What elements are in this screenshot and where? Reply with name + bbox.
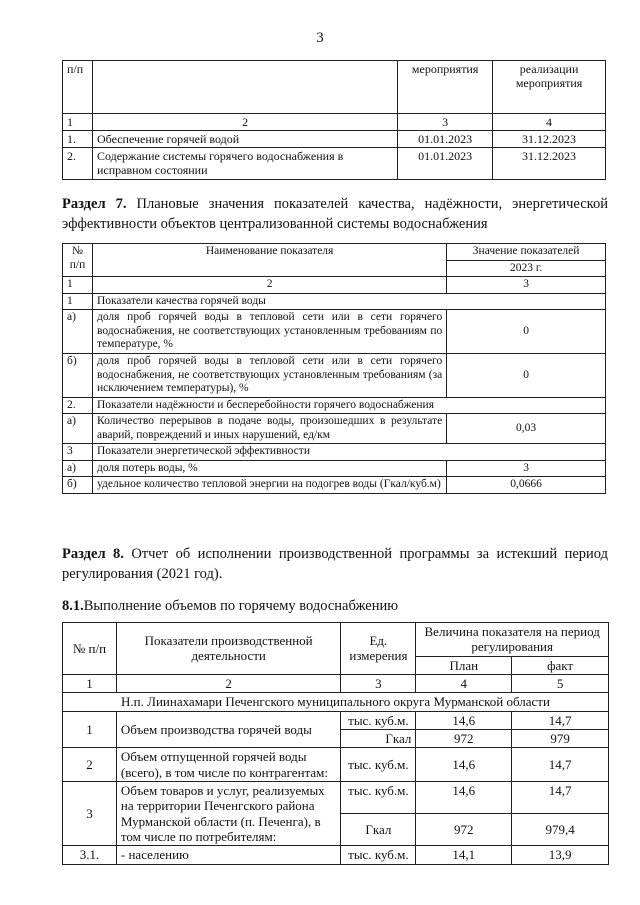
indicator-name: доля проб горячей воды в тепловой сети или в сети горячего водоснабжения, не соответствующих установленным требованиям по температуре, %: [92, 310, 446, 354]
plan-value: 14,6: [416, 711, 512, 729]
row-number: 1: [63, 711, 117, 748]
indicator-value: 3: [447, 460, 606, 477]
plan-value: 14,6: [416, 748, 512, 782]
indicator-name: доля проб горячей воды в тепловой сети или в сети горячего водоснабжения, не соответствующих установленным требованиям (за исключением температуры), %: [92, 353, 446, 397]
num-cell: 3: [398, 114, 493, 131]
num-cell: 3: [341, 674, 416, 692]
header-year: 2023 г.: [447, 260, 606, 277]
row-number: 3: [63, 444, 93, 461]
row-number: 3.1.: [63, 846, 117, 864]
table-row: [63, 131, 606, 148]
row-number: 2.: [63, 397, 93, 414]
plan-value: 972: [416, 729, 512, 747]
row-number: 3: [63, 781, 117, 845]
fact-value: 13,9: [512, 846, 609, 864]
indicator-value: 0,03: [447, 414, 606, 444]
header-cell: № п/п: [63, 623, 117, 675]
header-cell: № п/п: [63, 244, 93, 277]
indicator-name: доля потерь воды, %: [92, 460, 446, 477]
row-number: б): [63, 477, 93, 494]
header-cell: реализации мероприятия: [493, 61, 606, 114]
num-cell: 2: [92, 277, 446, 294]
header-fact: факт: [512, 656, 609, 674]
header-cell: Ед. измерения: [341, 623, 416, 675]
row-number: 2.: [63, 148, 93, 179]
table-header-row: [63, 61, 606, 114]
numbering-row: [63, 277, 606, 294]
indicator-name: - населению: [116, 846, 341, 864]
header-cell: Показатели производственной деятельности: [116, 623, 341, 675]
table-row: [63, 781, 609, 813]
fact-value: 14,7: [512, 748, 609, 782]
section-text: Плановые значения показателей качества, надёжности, энергетической эффективности объектов централизованной системы водоснабжения: [62, 196, 608, 232]
table-row: [63, 748, 609, 782]
group-row: [63, 397, 606, 414]
num-cell: 4: [416, 674, 512, 692]
fact-value: 979: [512, 729, 609, 747]
indicator-name: Объем товаров и услуг, реализуемых на территории Печенгского района Мурманской области (п. Печенга), в том числе по потребителям:: [116, 781, 341, 845]
location-row: [63, 693, 609, 711]
section-8-heading: [62, 544, 608, 584]
event-name: Обеспечение горячей водой: [92, 131, 397, 148]
row-number: б): [63, 353, 93, 397]
num-cell: 2: [116, 674, 341, 692]
row-number: а): [63, 310, 93, 354]
row-number: а): [63, 414, 93, 444]
group-name: Показатели энергетической эффективности: [92, 444, 605, 461]
indicators-table: [62, 243, 606, 494]
num-cell: 1: [63, 674, 117, 692]
header-cell: Величина показателя на период регулирования: [416, 623, 609, 657]
table-row: [63, 148, 606, 179]
num-cell: 5: [512, 674, 609, 692]
num-cell: 2: [92, 114, 397, 131]
subsection-8-1-heading: [62, 596, 398, 616]
section-text: Отчет об исполнении производственной программы за истекший период регулирования (2021 год).: [62, 546, 609, 582]
row-number: 1: [63, 293, 93, 310]
num-cell: 3: [447, 277, 606, 294]
numbering-row: [63, 114, 606, 131]
indicator-name: Объем производства горячей воды: [116, 711, 341, 748]
row-number: 1.: [63, 131, 93, 148]
table-row: [63, 846, 609, 864]
unit: тыс. куб.м.: [341, 781, 416, 813]
event-name: Содержание системы горячего водоснабжения в исправном состоянии: [92, 148, 397, 179]
table-row: [63, 460, 606, 477]
indicator-value: 0: [447, 310, 606, 354]
num-cell: 4: [493, 114, 606, 131]
num-cell: 1: [63, 277, 93, 294]
section-label: Раздел 7.: [62, 196, 127, 212]
section-label: Раздел 8.: [62, 546, 124, 562]
location-name: Н.п. Лиинахамари Печенгского муниципального округа Мурманской области: [63, 693, 609, 711]
fact-value: 14,7: [512, 781, 609, 813]
header-cell: [92, 61, 397, 114]
section-7-heading: [62, 194, 608, 234]
table-header-row: [63, 244, 606, 261]
start-date: 01.01.2023: [398, 148, 493, 179]
end-date: 31.12.2023: [493, 148, 606, 179]
end-date: 31.12.2023: [493, 131, 606, 148]
indicator-name: удельное количество тепловой энергии на подогрев воды (Гкал/куб.м): [92, 477, 446, 494]
row-number: 2: [63, 748, 117, 782]
start-date: 01.01.2023: [398, 131, 493, 148]
fact-value: 14,7: [512, 711, 609, 729]
header-cell: мероприятия: [398, 61, 493, 114]
group-name: Показатели надёжности и бесперебойности горячего водоснабжения: [92, 397, 605, 414]
unit: тыс. куб.м.: [341, 711, 416, 729]
events-table: [62, 60, 606, 180]
table-header-row: [63, 623, 609, 657]
unit: Гкал: [341, 729, 416, 747]
fact-value: 979,4: [512, 814, 609, 846]
group-row: [63, 444, 606, 461]
plan-value: 972: [416, 814, 512, 846]
plan-value: 14,6: [416, 781, 512, 813]
volumes-table: [62, 622, 609, 865]
subsection-label: 8.1.: [62, 598, 84, 614]
numbering-row: [63, 674, 609, 692]
page-number: 3: [316, 30, 324, 46]
group-row: [63, 293, 606, 310]
plan-value: 14,1: [416, 846, 512, 864]
header-cell: Наименование показателя: [92, 244, 446, 277]
table-row: [63, 310, 606, 354]
table-row: [63, 353, 606, 397]
header-plan: План: [416, 656, 512, 674]
unit: Гкал: [341, 814, 416, 846]
table-row: [63, 711, 609, 729]
indicator-name: Количество перерывов в подаче воды, произошедших в результате аварий, повреждений и иных нарушений, ед/км: [92, 414, 446, 444]
group-name: Показатели качества горячей воды: [92, 293, 605, 310]
indicator-value: 0,0666: [447, 477, 606, 494]
subsection-text: Выполнение объемов по горячему водоснабжению: [83, 598, 399, 614]
table-row: [63, 477, 606, 494]
header-cell: Значение показателей: [447, 244, 606, 261]
unit: тыс. куб.м.: [341, 846, 416, 864]
indicator-value: 0: [447, 353, 606, 397]
unit: тыс. куб.м.: [341, 748, 416, 782]
table-row: [63, 414, 606, 444]
indicator-name: Объем отпущенной горячей воды (всего), в том числе по контрагентам:: [116, 748, 341, 782]
num-cell: 1: [63, 114, 93, 131]
header-cell: п/п: [63, 61, 93, 114]
row-number: а): [63, 460, 93, 477]
